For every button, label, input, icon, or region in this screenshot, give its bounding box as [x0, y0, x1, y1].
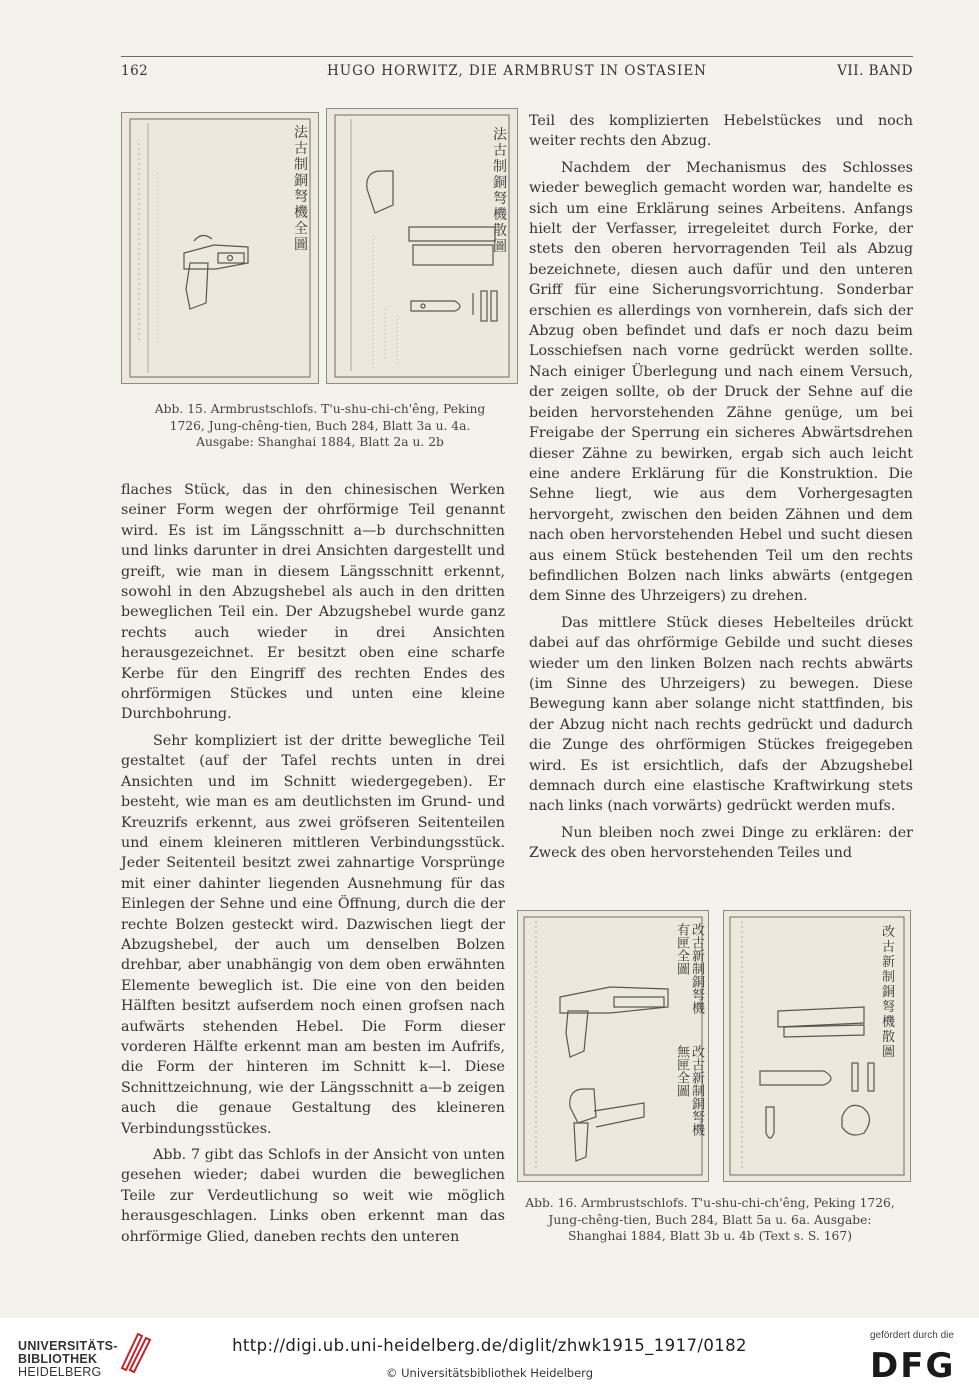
paragraph: Das mittlere Stück dieses Hebelteiles drückt dabei auf das ohrförmige Gebilde und sucht dieses wieder um den linken Bolzen nach rechts abwärts (im Sinne des Uhrzeigers) zu bewegen. Diese Bewegung kann aber solange nicht stattfinden, bis der Abzug nicht nach rechts gedrückt und dadurch die Zunge des ohrförmigen Stückes freigegeben wird. Es ist ersichtlich, dafs der Abzugshebel demnach durch eine elastische Kraftwirkung stets nach links (nach vorwärts) gedrückt werden mufs.	[529, 614, 913, 815]
library-name-line2: BIBLIOTHEK	[18, 1352, 98, 1366]
figure15-left-plate	[121, 112, 319, 384]
running-header	[121, 56, 913, 83]
figure15-right-plate	[326, 108, 518, 384]
funded-by-label: gefördert durch die	[870, 1330, 954, 1341]
figure15-left-plate-title: 法古制銅弩機全圖	[294, 125, 308, 253]
footer-bar	[0, 1318, 979, 1393]
figure16-left-plate	[517, 910, 709, 1182]
figure16-caption: Abb. 16. Armbrustschlofs. T'u-shu-chi-ch'êng, Peking 1726, Jung-chêng-tien, Buch 284, Blatt 5a u. 6a. Ausgabe: Shanghai 1884, Blatt 3b u. 4b (Text s. S. 167)	[525, 1196, 895, 1243]
library-name-line3: HEIDELBERG	[18, 1365, 102, 1379]
left-text-column	[121, 480, 505, 1247]
paragraph: Teil des komplizierten Hebelstückes und noch weiter rechts den Abzug.	[529, 113, 913, 150]
paragraph: Nachdem der Mechanismus des Schlosses wieder beweglich gemacht worden war, handelte es sich um eine Erklärung seines Arbeitens. Anfangs hielt der Verfasser, irregeleitet durch Forke, der stets den oberen hervorragenden Teil als Abzug bezeichnete, diesen auch dafür und den unteren Griff für eine Sicherungsvorrichtung. Sonderbar erschien es allerdings von vornherein, dafs sich der Abzug oben befindet und dafs er noch dazu beim Losschiefsen nach vorne gedrückt werden sollte. Nach einiger Überlegung und nach einem Versuch, der zeigen sollte, ob der Druck der Sehne auf die beiden hervorstehenden Zähne genüge, um bei Freigabe der Sperrung ein sicheres Abwärtsdrehen dieser Zähne zu bewirken, ergab sich auch leicht eine andere Erklärung für die Konstruktion. Die Sehne liegt, wie aus dem Vorhergesagten hervorgeht, zwischen den beiden Zähnen und dem nach oben hervorstehenden Hebel und sucht diesen aus einem Stück bestehenden Teil um den rechts befindlichen Bolzen nach links abwärts (entgegen dem Sinne des Uhrzeigers) zu drehen.	[529, 159, 913, 605]
right-text-column	[529, 111, 913, 864]
figure16-right-plate	[723, 910, 911, 1182]
paragraph: Sehr kompliziert ist der dritte bewegliche Teil gestaltet (auf der Tafel rechts unten in drei Ansichten und im Schnitt wiedergegeben). Er besteht, wie man es am deutlichsten im Grund- und Kreuzrifs erkennt, aus zwei gröfseren Seitenteilen und einem kleineren mittleren Verbindungsstück. Jeder Seitenteil besitzt zwei zahnartige Vorsprünge mit einer dahinter liegenden Ausnehmung für das Einlegen der Sehne und eine Öffnung, durch die der rechte Bolzen gesteckt wird. Dazwischen liegt der Abzugshebel, der auch um denselben Bolzen drehbar, aber unabhängig von dem oben erwähnten Elemente beweglich ist. Die eine von den beiden Hälften besitzt aufserdem noch einen grofsen nach aufwärts stehenden Hebel. Die Form dieser vorderen Hälfte erkennt man am besten im Aufrifs, die Form der hinteren im Schnitt k—l. Diese Schnittzeichnung, wie der Längsschnitt a—b zeigen auch die genaue Gestaltung des kleineren Verbindungsstückes.	[121, 732, 505, 1137]
figure15-right-plate-title: 法古制銅弩機散圖	[493, 127, 507, 255]
figure15-caption: Abb. 15. Armbrustschlofs. T'u-shu-chi-ch'êng, Peking 1726, Jung-chêng-tien, Buch 284, Blatt 3a u. 4a. Ausgabe: Shanghai 1884, Blatt 2a u. 2b	[154, 402, 486, 449]
figure16-right-plate-title: 改古新制銅弩機散圖	[882, 925, 896, 1060]
copyright-notice: © Universitätsbibliothek Heidelberg	[385, 1366, 593, 1380]
dfg-logo: DFG	[870, 1346, 956, 1386]
crossbow-lock-parts-drawing	[327, 109, 517, 383]
figure16-left-plate-title-top: 改古新制銅弩機有匣全圖	[674, 923, 704, 1014]
digital-library-url-link[interactable]: http://digi.ub.uni-heidelberg.de/diglit/zhwk1915_1917/0182	[232, 1336, 747, 1355]
paragraph: Abb. 7 gibt das Schlofs in der Ansicht von unten gesehen wieder; dabei wurden die beweglichen Teile zur Verdeutlichung so weit wie möglich herausgeschlagen. Links oben erkennt man das ohrförmige Glied, daneben rechts den unteren	[121, 1147, 505, 1245]
page-number: 162	[121, 63, 149, 79]
running-title: HUGO HORWITZ, DIE ARMBRUST IN OSTASIEN	[326, 63, 707, 79]
library-name-line1: UNIVERSITÄTS-	[18, 1339, 118, 1353]
paragraph: Nun bleiben noch zwei Dinge zu erklären: der Zweck des oben hervorstehenden Teiles und	[529, 824, 913, 862]
paragraph: flaches Stück, das in den chinesischen Werken seiner Form wegen der ohrförmige Teil genannt wird. Es ist im Längsschnitt a—b durchschnitten und links darunter in drei Ansichten dargestellt und greift, wie man in diesem Längsschnitt erkennt, sowohl in den Abzugshebel als auch in den dritten beweglichen Teil ein. Der Abzugshebel wurde ganz rechts auch wieder in drei Ansichten herausgezeichnet. Er besitzt oben eine scharfe Kerbe für den Eingriff des rechten Endes des ohrförmigen Stückes und unten eine kleine Durchbohrung.	[121, 482, 505, 723]
volume-label: VII. BAND	[837, 63, 913, 79]
crossbow-lock-assembled-drawing	[122, 113, 318, 383]
figure16-left-plate-title-bottom: 改古新制銅弩機無匣全圖	[674, 1045, 704, 1136]
